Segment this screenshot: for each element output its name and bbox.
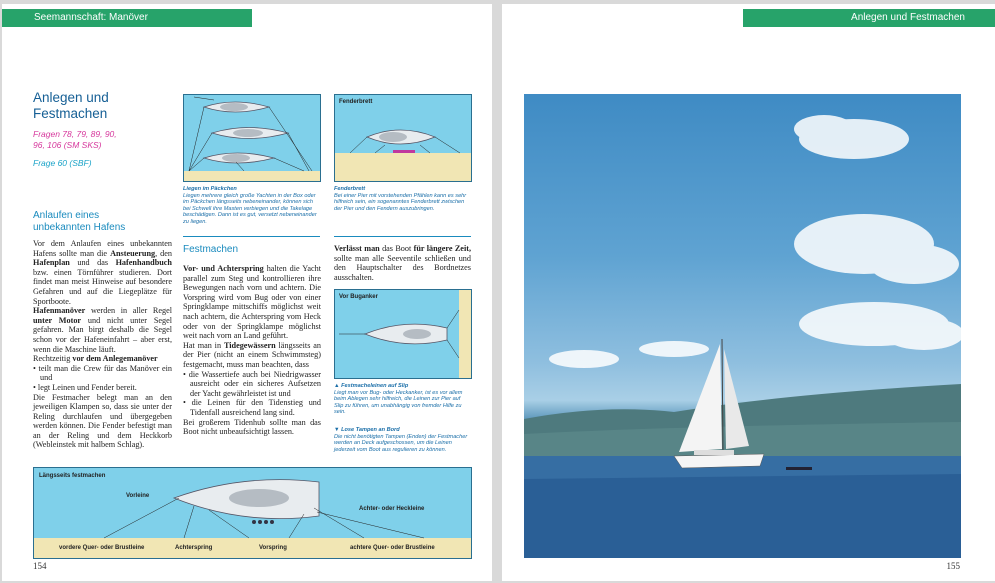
figure-laengsseits xyxy=(33,467,472,559)
laengsseits-label: Längsseits festmachen xyxy=(39,473,106,479)
label-vorspring: Vorspring xyxy=(259,545,287,551)
label-achterleine: Achter- oder Heckleine xyxy=(359,506,425,512)
sailboat-photo xyxy=(524,94,961,558)
divider-col2 xyxy=(183,236,320,237)
note-slip: ▲ Festmacheleinen auf Slip Liegt man vor Bug- oder Heckanker, ist es vor allem beim Ablegen sehr hilfreich, die Leinen zur Pier auf Slip zu führen, um unabhängig von fremder Hilfe zu sein. xyxy=(334,383,463,416)
body-column-3: Verlässt man das Boot für längere Zeit, sollte man alle Seeventile schließen und den Hauptschalter des Bordnetzes ausschalten. xyxy=(334,244,471,282)
buganker-diagram xyxy=(335,290,471,378)
figure-fenderbrett xyxy=(334,94,472,182)
body-column-1: Vor dem Anlaufen eines unbekannten Hafens sollte man die Ansteuerung, den Hafenplan und das Hafenhandbuch bzw. einen Törnführer studieren. Dort findet man meist Hinweise auf besondere Gefahren und auf die Liegeplätze für Sportboote. Hafenmanöver werden in aller Regel unter Motor und nicht unter Segel gefahren. Man birgt deshalb die Segel schon vor der Hafeneinfahrt – aber erst, wenn die Maschine läuft. Rechtzeitig vor dem Anlegemanöver • teilt man die Crew für das Manöver ein und • legt Leinen und Fender bereit. Die Festmacher belegt man an den jeweiligen Klampen so, dass sie unter der Reling durchlaufen und übergegeben werden können. Die Fender befestigt man an der Reling und dem Heckkorb (Webleinstek mit halbem Schlag). xyxy=(33,239,173,450)
page-number-left: 154 xyxy=(33,561,47,571)
fenderbrett-label: Fenderbrett xyxy=(339,99,373,105)
page-title: Anlegen und Festmachen xyxy=(33,90,109,121)
triangle-icon: ▲ xyxy=(334,383,342,389)
figure-paeckchen xyxy=(183,94,321,182)
fenderbrett-diagram xyxy=(335,95,471,181)
section-title-hafen: Anlaufen eines unbekannten Hafens xyxy=(33,210,126,233)
question-refs-sbf: Frage 60 (SBF) xyxy=(33,158,92,168)
sailboat-scene xyxy=(524,94,961,558)
question-refs-sm: Fragen 78, 79, 89, 90, 96, 106 (SM SKS) xyxy=(33,129,117,150)
triangle-down-icon: ▼ xyxy=(334,427,342,433)
header-tab-left: Seemannschaft: Manöver xyxy=(2,9,252,27)
section-title-festmachen: Festmachen xyxy=(183,244,239,255)
left-page xyxy=(2,4,492,581)
label-vorleine: Vorleine xyxy=(126,493,150,499)
paeckchen-diagram xyxy=(184,95,320,181)
label-achterspring: Achterspring xyxy=(175,545,213,551)
body-column-2: Vor- und Achterspring halten die Yacht parallel zum Steg und kontrollieren ihre Bewegungen nach vorn und achtern. Die Vorspring wird vom Bug oder von einer Springklampe mittschiffs möglichst weit nach achtern, die Achterspring vom Heck oder von der Springklampe möglichst weit nach vorn an Land geführt. Hat man in Tidegewässern längsseits an der Pier (nicht an einem Schwimmsteg) festgemacht, muss man beachten, dass • die Wassertiefe auch bei Niedrigwasser ausreicht oder ein sicheres Aufsetzen der Yacht gewährleistet ist und • die Leinen für den Tidenstieg und Tidenfall ausreichend lang sind. Bei großerem Tidenhub sollte man das Boot nicht unbeaufsichtigt lassen. xyxy=(183,264,321,437)
right-page xyxy=(502,4,995,581)
label-vordere-querleine: vordere Quer- oder Brustleine xyxy=(59,545,145,551)
note-tampen: ▼ Lose Tampen an Bord Die nicht benötigten Tampen (Enden) der Festmacher werden an Deck aufgeschossen, um die Leinen jederzeit vom Boot aus regulieren zu können. xyxy=(334,427,468,453)
label-achtere-querleine: achtere Quer- oder Brustleine xyxy=(350,545,435,551)
header-tab-right: Anlegen und Festmachen xyxy=(743,9,995,27)
buganker-label: Vor Buganker xyxy=(339,294,378,300)
caption-fenderbrett: Fenderbrett Bei einer Pier mit vorstehenden Pfählen kann es sehr hilfreich sein, ein sogenanntes Fenderbrett zwischen der Pier und den Fendern auszubringen. xyxy=(334,186,467,212)
page-number-right: 155 xyxy=(946,561,960,571)
figure-buganker xyxy=(334,289,472,379)
divider-col3 xyxy=(334,236,471,237)
caption-paeckchen: Liegen im Päckchen Liegen mehrere gleich große Yachten in der Box oder im Päckchen längsseits nebeneinander, können sich bei Schwell ihre Masten verbiegen und die Takelage beschädigen. Dann ist es gut, versetzt nebeneinander zu liegen. xyxy=(183,186,317,225)
